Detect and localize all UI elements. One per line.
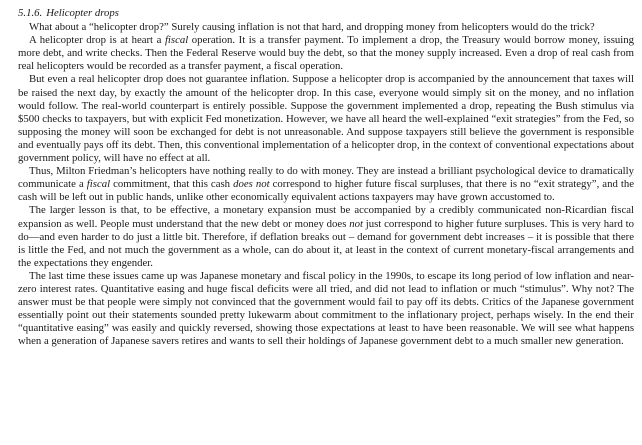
emphasis-text: not <box>349 217 363 230</box>
paragraph <box>18 270 634 349</box>
body-text <box>18 21 634 348</box>
text-run: The last time these issues came up was Japanese monetary and fiscal policy in the 1990s, to escape its long period of low inflation and near-zero interest rates. Quantitative easing and huge fiscal deficits were all tried, and did not lead to inflation or much “stimulus”. Why not? The answer must be that people were simply not convinced that the government would fail to pay off its debts. Critics of the Japanese government essentially point out their statements sounded pretty lukewarm about commitment to the inflationary project, perhaps wisely. In the end their “quantitative easing” was easily and quickly reversed, showing those expectations at least to have been reasonable. We will see what happens when a generation of Japanese savers retires and wants to sell their holdings of Japanese government debt to a much smaller new generation. <box>18 269 634 348</box>
document-page <box>18 7 634 348</box>
text-run: But even a real helicopter drop does not guarantee inflation. Suppose a helicopter drop is accompanied by the announcement that taxes will be raised the next day, by exactly the amount of the helicopter drop. In this case, everyone would simply sit on the money, and no inflation would follow. The real-world counterpart is entirely possible. Suppose the government implemented a drop, repeating the Bush stimulus via $500 checks to taxpayers, but with explicit Fed monetization. However, we have all heard the well-explained “exit strategies” from the Fed, so supposing the money will soon be exchanged for debt is not unreasonable. And suppose taxpayers still believe the government is responsible and eventually pays off its debt. Then, this conventional implementation of a helicopter drop, in the context of conventional expectations about government policy, will have no effect at all. <box>18 73 634 165</box>
text-run: What about a “helicopter drop?” Surely causing inflation is not that hard, and dropping money from helicopters would do the trick? <box>29 21 595 34</box>
text-run: commitment, that this cash <box>110 178 234 191</box>
text-run: correspond to higher future fiscal surpluses, that there is no “exit strategy”, and the cash will be left out in public hands, unlike other economically equivalent actions taxpayers may have grown accustomed to. <box>18 178 635 204</box>
emphasis-text: fiscal <box>86 178 111 191</box>
emphasis-text: fiscal <box>164 34 189 47</box>
paragraph <box>18 165 634 204</box>
emphasis-text: does not <box>233 178 270 191</box>
paragraph <box>18 21 634 34</box>
paragraph <box>18 204 634 269</box>
text-run: Thus, Milton Friedman’s helicopters have nothing really to do with money. They are instead a brilliant psychological device to dramatically communicate a <box>18 165 634 191</box>
text-run: just correspond to higher future surpluses. This is very hard to do—and even harder to do just a little bit. Therefore, if deflation breaks out – demand for government debt increases – it is possible that there is little the Fed, and not much the government as a whole, can do about it, at least in the context of current monetary-fiscal arrangements and the expectations they engender. <box>18 217 634 269</box>
section-title: Helicopter drops <box>46 7 119 19</box>
section-heading <box>18 7 634 21</box>
text-run: A helicopter drop is at heart a <box>29 34 165 47</box>
text-run: The larger lesson is that, to be effective, a monetary expansion must be accompanied by a credibly communicated non-Ricardian fiscal expansion as well. People must understand that the new debt or money does <box>18 204 634 230</box>
paragraph <box>18 34 634 73</box>
paragraph <box>18 73 634 165</box>
text-run: operation. It is a transfer payment. To implement a drop, the Treasury would borrow money, issuing more debt, and write checks. Then the Federal Reserve would buy the debt, so that the money supply increased. Even a drop of real cash from real helicopters would be recorded as a transfer payment, a fiscal operation. <box>18 34 634 73</box>
section-number: 5.1.6. <box>18 7 43 19</box>
